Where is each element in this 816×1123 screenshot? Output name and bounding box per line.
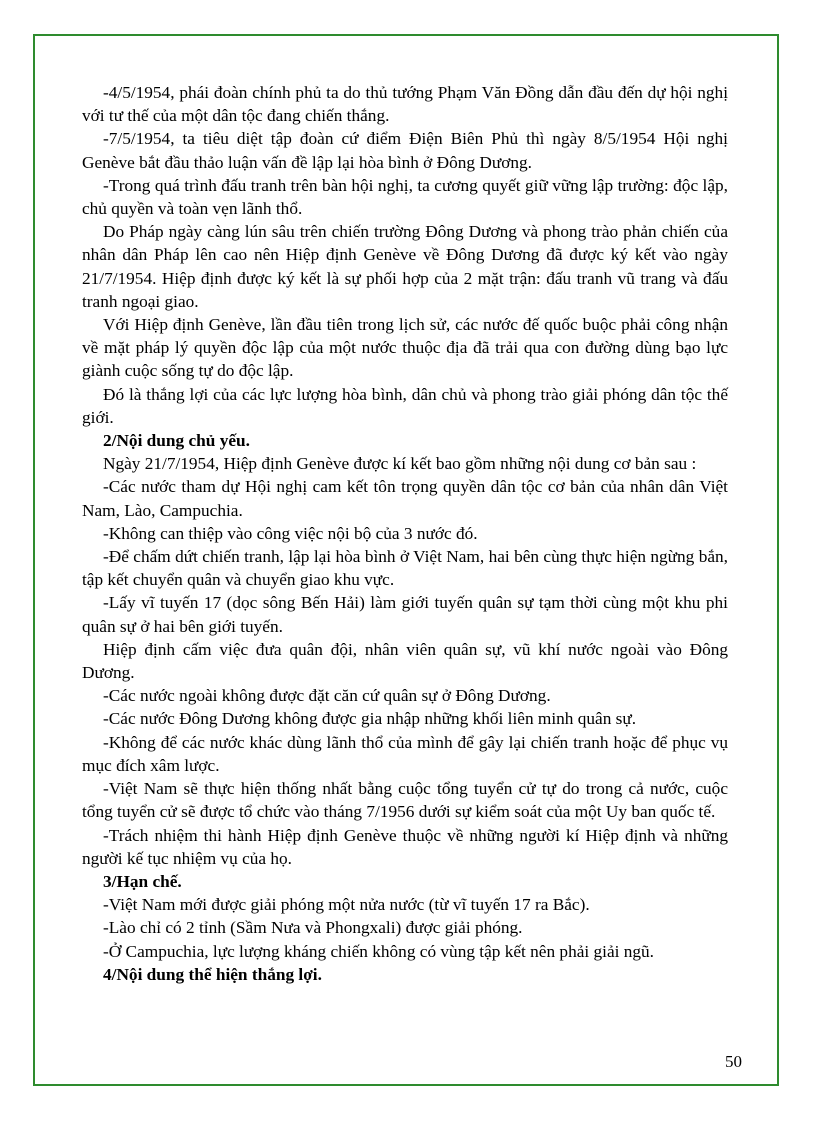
paragraph: -7/5/1954, ta tiêu diệt tập đoàn cứ điểm Điện Biên Phủ thì ngày 8/5/1954 Hội nghị Genève bắt đầu thảo luận vấn đề lập lại hòa bình ở Đông Dương. — [82, 129, 728, 172]
paragraph: Với Hiệp định Genève, lần đầu tiên trong lịch sử, các nước đế quốc buộc phải công nhận về mặt pháp lý quyền độc lập của một nước thuộc địa đã trải qua con đường dùng bạo lực giành cuộc sống tự do độc lập. — [82, 315, 728, 381]
paragraph: -Để chấm dứt chiến tranh, lập lại hòa bình ở Việt Nam, hai bên cùng thực hiện ngừng bắn, tập kết chuyển quân và chuyển giao khu vực. — [82, 547, 728, 590]
paragraph: Do Pháp ngày càng lún sâu trên chiến trường Đông Dương và phong trào phản chiến của nhân dân Pháp lên cao nên Hiệp định Genève về Đông Dương đã được ký kết vào ngày 21/7/1954. Hiệp định được ký kết là sự phối hợp của 2 mặt trận: đấu tranh vũ trang và đấu tranh ngoại giao. — [82, 222, 728, 311]
paragraph: -Không can thiệp vào công việc nội bộ của 3 nước đó. — [103, 523, 478, 543]
section-heading: 4/Nội dung thể hiện thắng lợi. — [103, 964, 322, 984]
paragraph: -Các nước ngoài không được đặt căn cứ quân sự ở Đông Dương. — [103, 686, 551, 706]
paragraph: -Các nước Đông Dương không được gia nhập những khối liên minh quân sự. — [103, 709, 637, 729]
paragraph: -Không để các nước khác dùng lãnh thổ của mình để gây lại chiến tranh hoặc để phục vụ mục đích xâm lược. — [82, 732, 728, 775]
section-heading: 3/Hạn chế. — [103, 871, 182, 891]
paragraph: -Các nước tham dự Hội nghị cam kết tôn trọng quyền dân tộc cơ bản của nhân dân Việt Nam, Lào, Campuchia. — [82, 477, 728, 520]
paragraph: -Trong quá trình đấu tranh trên bàn hội nghị, ta cương quyết giữ vững lập trường: độc lập, chủ quyền và toàn vẹn lãnh thổ. — [82, 175, 728, 219]
page-number: 50 — [725, 1052, 742, 1071]
paragraph: -Ở Campuchia, lực lượng kháng chiến không có vùng tập kết nên phải giải ngũ. — [103, 941, 654, 961]
paragraph: -Việt Nam sẽ thực hiện thống nhất bằng cuộc tổng tuyển cử tự do trong cả nước, cuộc tổng tuyển cử sẽ được tổ chức vào tháng 7/1956 dưới sự kiểm soát của một Uy ban quốc tế. — [82, 779, 728, 822]
paragraph: -Trách nhiệm thi hành Hiệp định Genève thuộc về những người kí Hiệp định và những người kế tục nhiệm vụ của họ. — [82, 825, 728, 868]
paragraph: -Lấy vĩ tuyến 17 (dọc sông Bến Hải) làm giới tuyến quân sự tạm thời cùng một khu phi quân sự ở hai bên giới tuyến. — [82, 593, 728, 636]
paragraph: -Lào chỉ có 2 tỉnh (Sầm Nưa và Phongxali) được giải phóng. — [103, 918, 523, 938]
paragraph: -4/5/1954, phái đoàn chính phủ ta do thủ tướng Phạm Văn Đồng dẫn đầu đến dự hội nghị với tư thế của một dân tộc đang chiến thắng. — [82, 83, 728, 126]
paragraph: -Việt Nam mới được giải phóng một nửa nước (từ vĩ tuyến 17 ra Bắc). — [103, 895, 590, 915]
section-heading: 2/Nội dung chủ yếu. — [103, 431, 250, 451]
paragraph: Đó là thắng lợi của các lực lượng hòa bình, dân chủ và phong trào giải phóng dân tộc thế giới. — [82, 384, 728, 427]
document-body — [82, 81, 728, 986]
paragraph: Hiệp định cấm việc đưa quân đội, nhân viên quân sự, vũ khí nước ngoài vào Đông Dương. — [82, 639, 728, 683]
paragraph: Ngày 21/7/1954, Hiệp định Genève được kí kết bao gồm những nội dung cơ bản sau : — [103, 454, 697, 474]
